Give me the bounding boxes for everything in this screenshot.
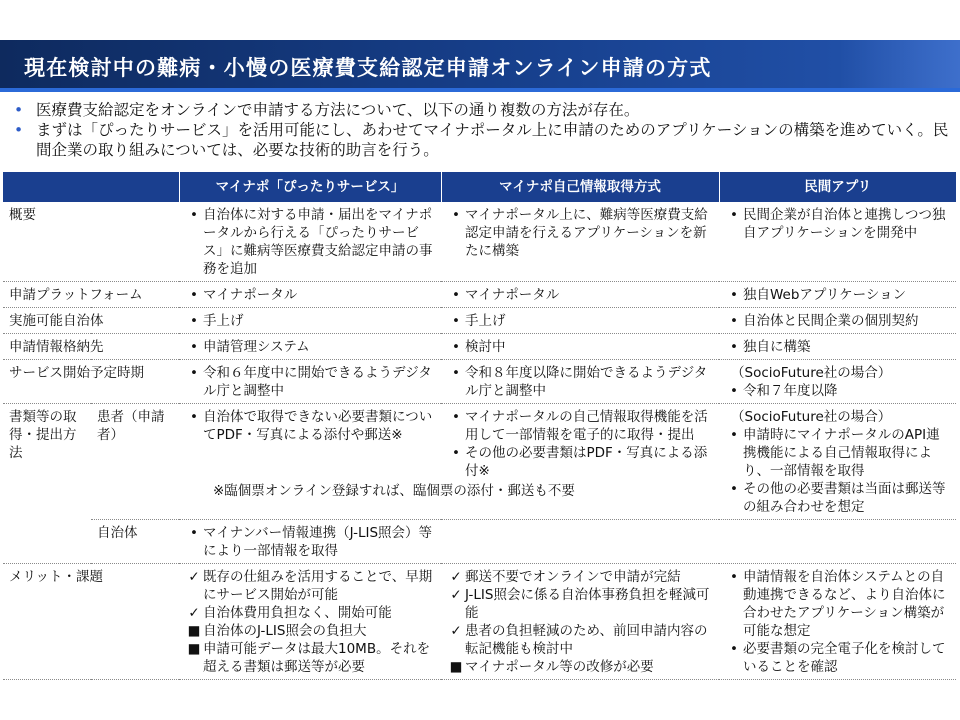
cell: • マイナポータル bbox=[179, 282, 441, 308]
row-label: サービス開始予定時期 bbox=[3, 360, 179, 404]
table-row bbox=[3, 564, 956, 680]
cell bbox=[719, 520, 956, 564]
table-row bbox=[3, 202, 956, 282]
cell: • 申請情報を自治体システムとの自動連携できるなど、より自治体に合わせたアプリケーション構築が可能な想定 • 必要書類の完全電子化を検討していることを確認 bbox=[719, 564, 956, 680]
header-blank bbox=[3, 172, 179, 202]
cell bbox=[441, 520, 719, 564]
note-text: ※臨個票オンライン登録すれば、臨個票の添付・郵送も不要 bbox=[213, 483, 575, 499]
cell: ✓ 既存の仕組みを活用することで、早期にサービス開始が可能 ✓ 自治体費用負担なく、開始可能 ■ 自治体のJ-LIS照会の負担大 ■ 申請可能データは最大10MB。それを超える書類は郵送等が必要 bbox=[179, 564, 441, 680]
intro-bullet bbox=[10, 120, 955, 160]
intro-text: 医療費支給認定をオンラインで申請する方法について、以下の通り複数の方法が存在。 bbox=[36, 101, 640, 119]
cell: ✓ 郵送不要でオンラインで申請が完結 ✓ J-LIS照会に係る自治体事務負担を軽減可能 ✓ 患者の負担軽減のため、前回申請内容の転記機能も検討中 ■ マイナポータル等の改修が必要 bbox=[441, 564, 719, 680]
cell: • 自治体と民間企業の個別契約 bbox=[719, 308, 956, 334]
intro-bullet bbox=[10, 100, 955, 120]
table-row bbox=[3, 282, 956, 308]
table-row bbox=[3, 404, 956, 520]
table-row bbox=[3, 334, 956, 360]
row-sublabel: 自治体 bbox=[91, 520, 179, 564]
cell: （SocioFuture社の場合） • 申請時にマイナポータルのAPI連携機能による自己情報取得により、一部情報を取得 • その他の必要書類は当面は郵送等の組み合わせを想定 bbox=[719, 404, 956, 520]
cell: • 民間企業が自治体と連携しつつ独自アプリケーションを開発中 bbox=[719, 202, 956, 282]
comparison-table bbox=[3, 172, 956, 680]
table-row bbox=[3, 308, 956, 334]
cell-span: • 自治体で取得できない必要書類についてPDF・写真による添付や郵送※ • マイナポータルの自己情報取得機能を活用して一部情報を電子的に取得・提出 • その他の必要書類はPDF・写真による添付※ ※臨個票オンライン登録すれば、臨個票の添付・郵送も不要 bbox=[179, 404, 719, 520]
cell: • マイナンバー情報連携（J-LIS照会）等により一部情報を取得 bbox=[179, 520, 441, 564]
row-sublabel: 患者（申請者） bbox=[97, 409, 165, 443]
title-accent bbox=[840, 40, 960, 88]
row-label: メリット・課題 bbox=[3, 564, 179, 680]
bullet-icon: • bbox=[14, 121, 24, 139]
cell: • マイナポータル上に、難病等医療費支給認定申請を行えるアプリケーションを新たに構築 bbox=[441, 202, 719, 282]
cell: • 独自Webアプリケーション bbox=[719, 282, 956, 308]
cell: • 令和８年度以降に開始できるようデジタル庁と調整中 bbox=[441, 360, 719, 404]
intro-text: まずは「ぴったりサービス」を活用可能にし、あわせてマイナポータル上に申請のためのアプリケーションの構築を進めていく。民間企業の取り組みについては、必要な技術的助言を行う。 bbox=[36, 121, 949, 159]
row-label: 実施可能自治体 bbox=[3, 308, 179, 334]
row-label: 概要 bbox=[3, 202, 179, 282]
row-label: 申請情報格納先 bbox=[3, 334, 179, 360]
title-bar bbox=[0, 40, 960, 92]
cell: （SocioFuture社の場合） • 令和７年度以降 bbox=[719, 360, 956, 404]
header-row bbox=[3, 172, 956, 202]
cell: • マイナポータル bbox=[441, 282, 719, 308]
cell: • 独自に構築 bbox=[719, 334, 956, 360]
table-row bbox=[3, 360, 956, 404]
bullet-icon: • bbox=[14, 101, 24, 119]
page-title: 現在検討中の難病・小慢の医療費支給認定申請オンライン申請の方式 bbox=[24, 56, 712, 80]
cell: • 令和６年度中に開始できるようデジタル庁と調整中 bbox=[179, 360, 441, 404]
header-self-info: マイナポ自己情報取得方式 bbox=[441, 172, 719, 202]
intro-bullets bbox=[10, 100, 955, 160]
header-private-app: 民間アプリ bbox=[719, 172, 956, 202]
row-label: 申請プラットフォーム bbox=[3, 282, 179, 308]
row-label: 書類等の取得・提出方法 bbox=[3, 404, 91, 564]
header-pittari: マイナポ「ぴったりサービス」 bbox=[179, 172, 441, 202]
cell: • 手上げ bbox=[179, 308, 441, 334]
cell: • 検討中 bbox=[441, 334, 719, 360]
cell: • 手上げ bbox=[441, 308, 719, 334]
cell: • 自治体に対する申請・届出をマイナポータルから行える「ぴったりサービス」に難病等医療費支給認定申請の事務を追加 bbox=[179, 202, 441, 282]
table-row bbox=[3, 520, 956, 564]
cell: • 申請管理システム bbox=[179, 334, 441, 360]
